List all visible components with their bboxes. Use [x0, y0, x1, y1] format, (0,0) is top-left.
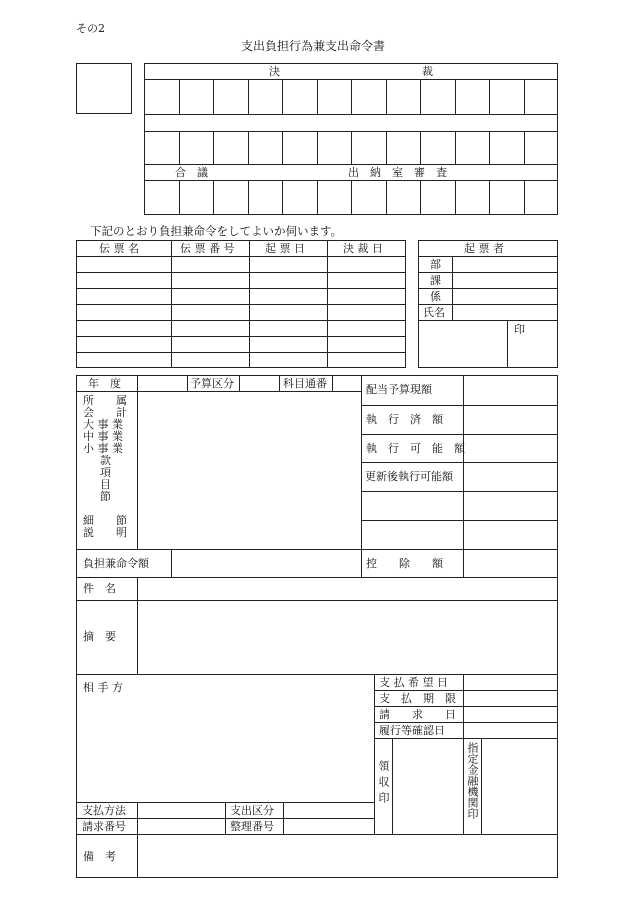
approval-cell-divider [179, 79, 180, 114]
approval-cell-divider [386, 131, 387, 164]
label-tekiyou: 摘 要 [83, 630, 116, 643]
approval-cell-divider [317, 131, 318, 164]
approval-cell-divider [455, 131, 456, 164]
label-kaikei: 会 計 [83, 406, 127, 419]
approval-cell-divider [524, 180, 525, 215]
kessai-label-2: 裁 [422, 65, 433, 78]
approval-cell-divider [213, 180, 214, 215]
approval-cell-divider [489, 79, 490, 114]
header-kessai-date: 決 裁 日 [343, 242, 383, 255]
approval-cell-divider [386, 180, 387, 215]
approval-cell-divider [455, 79, 456, 114]
approval-cell-divider [351, 79, 352, 114]
drafter-bu: 部 [430, 258, 441, 271]
approval-cell-divider [489, 180, 490, 215]
drafter-header: 起 票 者 [464, 242, 504, 255]
approval-cell-divider [420, 79, 421, 114]
label-rikou-kakunin: 履行等確認日 [379, 724, 445, 737]
approval-cell-divider [420, 131, 421, 164]
label-chu-jigyo: 中 事 業 [83, 430, 123, 443]
label-shozoku: 所 属 [83, 394, 127, 407]
label-haitou-yosan: 配当予算現額 [366, 383, 432, 396]
label-kan: 款 [100, 454, 111, 467]
suitou-label: 出 納 室 審 査 [348, 166, 447, 179]
drafter-ka: 課 [430, 274, 441, 287]
approval-cell-divider [248, 180, 249, 215]
gigi-label: 合 議 [175, 166, 208, 179]
approval-cell-divider [351, 131, 352, 164]
label-setsumei: 説 明 [83, 526, 127, 539]
label-shishutsu-kubun: 支出区分 [230, 804, 274, 817]
drafter-kakari: 係 [430, 290, 441, 303]
label-koujo: 控 除 額 [366, 557, 443, 570]
drafter-shimei: 氏名 [423, 306, 445, 319]
approval-cell-divider [420, 180, 421, 215]
label-seiri-bangou: 整理番号 [230, 820, 274, 833]
label-saisetsu: 細 節 [83, 514, 127, 527]
header-kihyo-date: 起 票 日 [265, 242, 305, 255]
approval-cell-divider [179, 180, 180, 215]
approval-cell-divider [524, 79, 525, 114]
approval-cell-divider [282, 131, 283, 164]
approval-cell-divider [455, 180, 456, 215]
label-seikyu-bi: 請 求 日 [379, 708, 456, 721]
header-denpyo-number: 伝 票 番 号 [180, 242, 235, 255]
label-kenmei: 件 名 [83, 582, 116, 595]
approval-cell-divider [386, 79, 387, 114]
approval-cell-divider [317, 180, 318, 215]
form-title: 支出負担行為兼支出命令書 [241, 39, 386, 53]
label-seikyu-bangou: 請求番号 [82, 820, 126, 833]
form-number: その2 [76, 22, 105, 35]
approval-cell-divider [351, 180, 352, 215]
label-ryoshuin: 領収印 [377, 760, 390, 808]
budget-class-label: 予算区分 [190, 377, 234, 390]
label-aitekata: 相 手 方 [83, 681, 123, 694]
label-futan-kenmeirei: 負担兼命令額 [83, 557, 149, 570]
label-shiharai-kibou: 支 払 希 望 日 [379, 676, 448, 689]
label-shikkou-zumi: 執 行 済 額 [366, 413, 443, 426]
header-denpyo-name: 伝 票 名 [99, 242, 139, 255]
drafter-seal: 印 [514, 323, 525, 336]
approval-cell-divider [248, 79, 249, 114]
subject-no-label: 科目通番 [283, 377, 327, 390]
year-label: 年 度 [88, 377, 121, 390]
approval-cell-divider [213, 131, 214, 164]
label-koushin-go: 更新後執行可能額 [365, 470, 453, 483]
kessai-label-1: 決 [269, 65, 280, 78]
label-dai-jigyo: 大 事 業 [83, 418, 123, 431]
approval-cell-divider [317, 79, 318, 114]
approval-cell-divider [524, 131, 525, 164]
label-moku: 目 [100, 478, 111, 491]
label-kou: 項 [100, 466, 111, 479]
stamp-box [76, 63, 132, 114]
approval-cell-divider [248, 131, 249, 164]
approval-cell-divider [282, 79, 283, 114]
label-sho-jigyo: 小 事 業 [83, 442, 123, 455]
label-bikou: 備 考 [83, 850, 116, 863]
label-shitei-kinyu: 指定金融機関印 [466, 742, 479, 819]
label-shiharai-kigen: 支 払 期 限 [379, 692, 456, 705]
intro-text: 下記のとおり負担兼命令をしてよいか伺います。 [90, 224, 343, 238]
approval-cell-divider [213, 79, 214, 114]
approval-cell-divider [489, 131, 490, 164]
label-setsu: 節 [100, 490, 111, 503]
label-shikkou-kanou: 執 行 可 能 額 [366, 442, 465, 455]
approval-cell-divider [179, 131, 180, 164]
approval-cell-divider [282, 180, 283, 215]
label-shiharai-houhou: 支払方法 [82, 804, 126, 817]
